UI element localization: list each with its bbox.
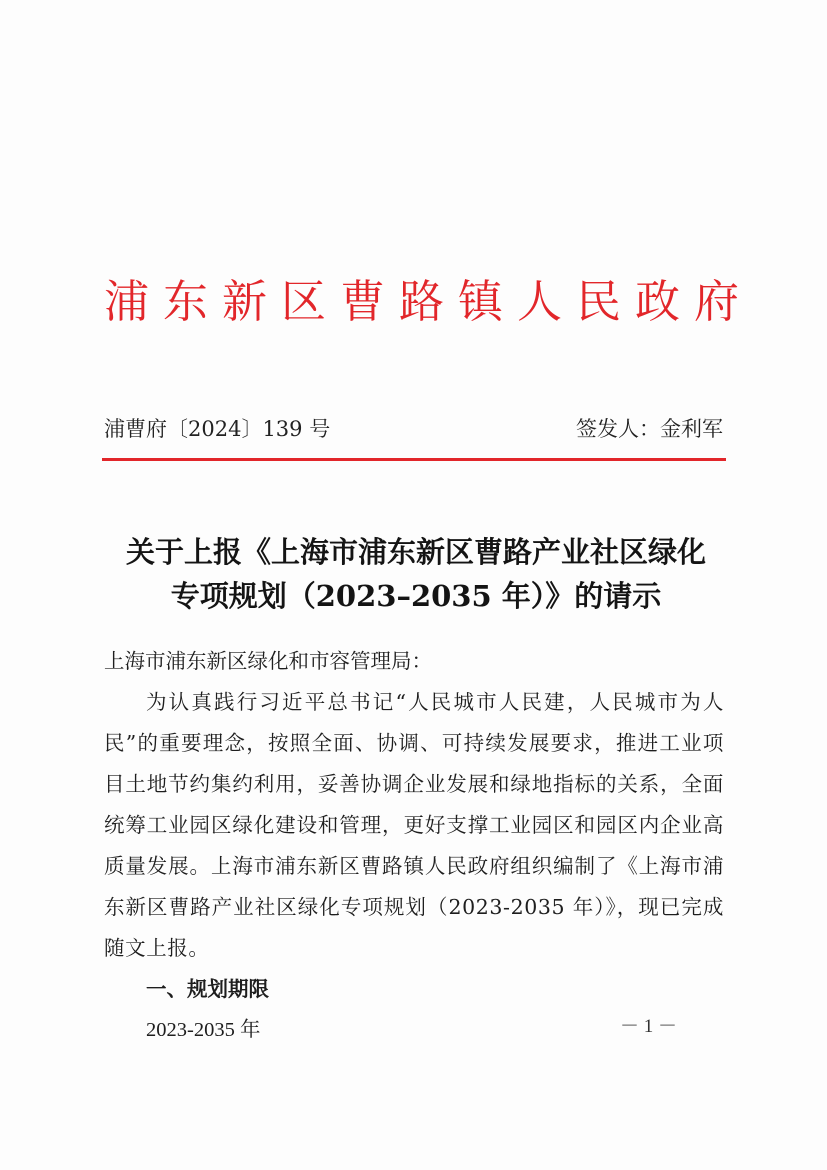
red-divider-line [102,458,726,461]
salutation: 上海市浦东新区绿化和市容管理局： [104,649,432,673]
page-number: － 1 － [620,1016,678,1037]
issuing-authority-header: 浦东新区曹路镇人民政府 [104,275,754,328]
body-paragraph: 为认真践行习近平总书记“人民城市人民建，人民城市为人民”的重要理念，按照全面、协调、可持续发展要求，推进工业项目土地节约集约利用，妥善协调企业发展和绿地指标的关系，全面统筹工业园区绿化建设和管理，更好支撑工业园区和园区内企业高质量发展。上海市浦东新区曹路镇人民政府组织编制了《上海市浦东新区曹路产业社区绿化专项规划（2023-2035 年）》，现已完成随文上报。 [104,690,724,960]
signer: 签发人：金利军 [576,417,723,441]
title-line-1: 关于上报《上海市浦东新区曹路产业社区绿化 [125,535,706,569]
document-body [104,641,724,1051]
planning-period-value: 2023-2035 年 [146,1019,261,1041]
document-title [96,530,736,618]
document-number: 浦曹府〔2024〕139 号 [104,417,331,441]
section-heading-planning-period: 一、规划期限 [146,977,269,1001]
title-line-2: 专项规划（2023–2035 年）》的请示 [170,579,662,613]
